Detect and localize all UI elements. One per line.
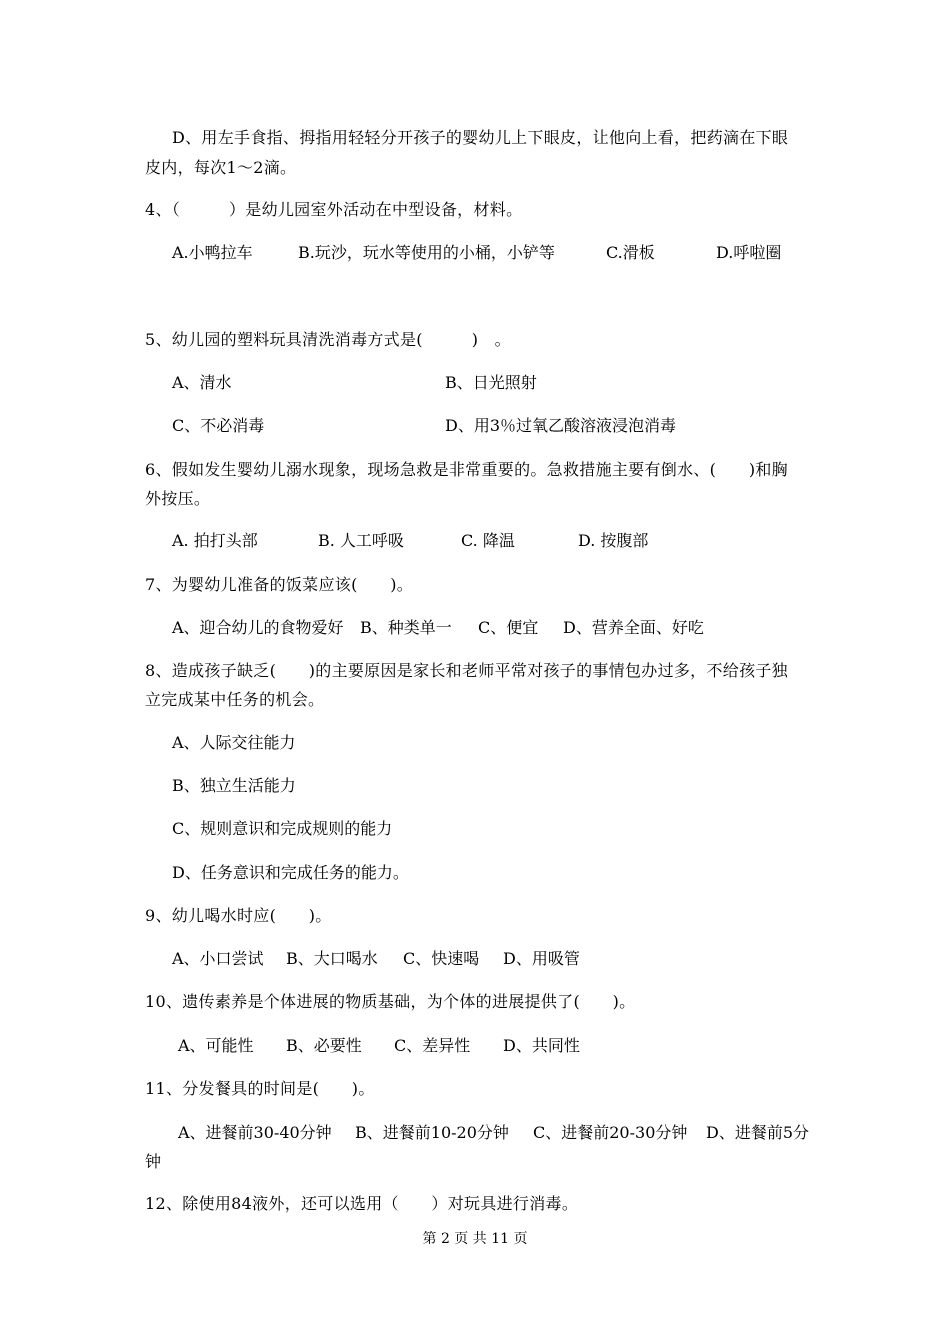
- question-6-option-c: C. 降温: [461, 531, 515, 550]
- question-8-option-d: D、任务意识和完成任务的能力。: [172, 863, 409, 882]
- page-footer: 第 2 页 共 11 页: [422, 1231, 528, 1247]
- question-5-option-a: A、清水: [172, 373, 232, 392]
- question-8-option-a: A、人际交往能力: [172, 733, 296, 752]
- question-11-option-b: B、进餐前10-20分钟: [355, 1123, 509, 1142]
- question-4-option-b: B.玩沙，玩水等使用的小桶，小铲等: [298, 243, 555, 262]
- question-8-stem-line2: 立完成某中任务的机会。: [145, 690, 325, 709]
- question-9-option-b: B、大口喝水: [286, 949, 378, 968]
- question-7-option-c: C、便宜: [478, 618, 539, 637]
- question-11-stem: 11、分发餐具的时间是( )。: [145, 1079, 375, 1098]
- question-10-option-d: D、共同性: [503, 1036, 580, 1055]
- question-5-stem: 5、幼儿园的塑料玩具清洗消毒方式是( ) 。: [145, 330, 511, 349]
- question-10-option-a: A、可能性: [178, 1036, 254, 1055]
- question-11-option-a: A、进餐前30-40分钟: [178, 1123, 332, 1142]
- question-6-option-a: A. 拍打头部: [172, 531, 258, 550]
- question-4-option-c: C.滑板: [606, 243, 655, 262]
- question-4-option-d: D.呼啦圈: [716, 243, 782, 262]
- question-6-stem-line1: 6、假如发生婴幼儿溺水现象，现场急救是非常重要的。急救措施主要有倒水、( )和胸: [145, 460, 788, 479]
- q3-option-d-line1: D、用左手食指、拇指用轻轻分开孩子的婴幼儿上下眼皮，让他向上看，把药滴在下眼: [172, 128, 789, 147]
- question-10-stem: 10、遗传素养是个体进展的物质基础，为个体的进展提供了( )。: [145, 992, 636, 1011]
- question-11-option-d-wrap: 钟: [145, 1152, 162, 1171]
- question-8-option-b: B、独立生活能力: [172, 776, 296, 795]
- question-5-option-b: B、日光照射: [445, 373, 537, 392]
- question-11-option-d: D、进餐前5分: [706, 1123, 810, 1142]
- question-7-option-b: B、种类单一: [360, 618, 452, 637]
- question-7-stem: 7、为婴幼儿准备的饭菜应该( )。: [145, 575, 414, 594]
- question-4-option-a: A.小鸭拉车: [172, 243, 253, 262]
- question-8-option-c: C、规则意识和完成规则的能力: [172, 819, 393, 838]
- question-6-option-d: D. 按腹部: [578, 531, 649, 550]
- question-10-option-b: B、必要性: [286, 1036, 362, 1055]
- question-11-option-c: C、进餐前20-30分钟: [533, 1123, 688, 1142]
- question-9-option-c: C、快速喝: [403, 949, 480, 968]
- question-4-stem: 4、（ ）是幼儿园室外活动在中型设备，材料。: [145, 200, 523, 219]
- question-8-stem-line1: 8、造成孩子缺乏( )的主要原因是家长和老师平常对孩子的事情包办过多，不给孩子独: [145, 661, 788, 680]
- question-9-stem: 9、幼儿喝水时应( )。: [145, 906, 332, 925]
- question-5-option-d: D、用3％过氧乙酸溶液浸泡消毒: [445, 416, 677, 435]
- question-5-option-c: C、不必消毒: [172, 416, 265, 435]
- question-9-option-d: D、用吸管: [503, 949, 580, 968]
- question-7-option-a: A、迎合幼儿的食物爱好: [172, 618, 344, 637]
- question-7-option-d: D、营养全面、好吃: [563, 618, 704, 637]
- q3-option-d-line2: 皮内，每次1～2滴。: [145, 158, 297, 177]
- question-6-stem-line2: 外按压。: [145, 489, 211, 508]
- question-9-option-a: A、小口尝试: [172, 949, 264, 968]
- question-12-stem: 12、除使用84液外，还可以选用（ ）对玩具进行消毒。: [145, 1194, 579, 1213]
- question-6-option-b: B. 人工呼吸: [318, 531, 404, 550]
- question-10-option-c: C、差异性: [394, 1036, 471, 1055]
